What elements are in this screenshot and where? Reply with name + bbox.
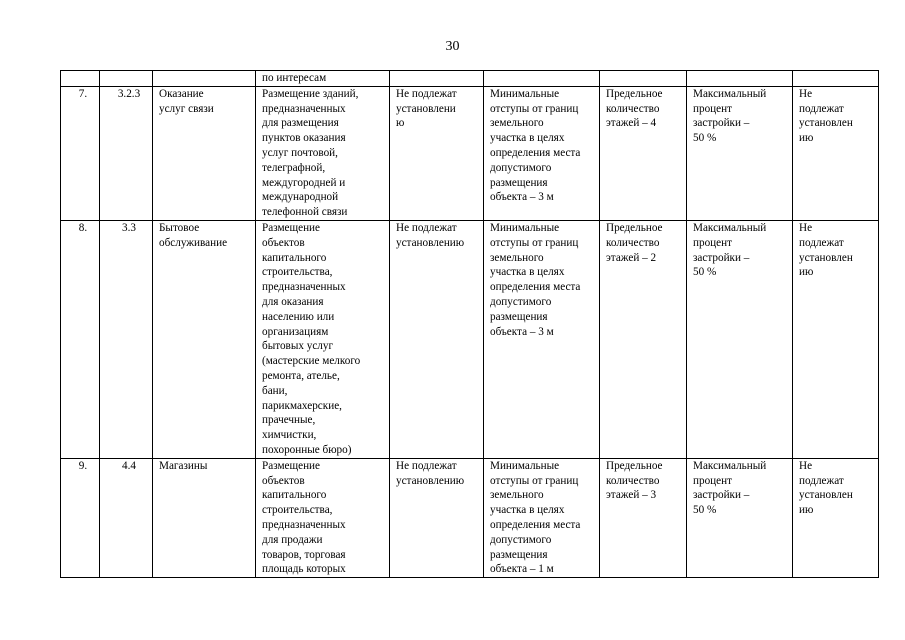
other-cell xyxy=(793,71,879,87)
coverage-cell: Максимальный процент застройки – 50 % xyxy=(687,86,793,220)
description-cell: по интересам xyxy=(256,71,390,87)
floors-cell xyxy=(600,71,687,87)
floors-cell: Предельное количество этажей – 3 xyxy=(600,458,687,577)
land-size-cell: Не подлежат установлению xyxy=(390,220,484,458)
setback-cell: Минимальные отступы от границ земельного участка в целях определения места допустимого размещения объекта – 3 м xyxy=(484,86,600,220)
other-cell: Не подлежат установлен ию xyxy=(793,220,879,458)
code-cell: 3.2.3 xyxy=(100,86,153,220)
row-number-cell xyxy=(61,71,100,87)
name-cell: Магазины xyxy=(153,458,256,577)
code-cell: 3.3 xyxy=(100,220,153,458)
row-number-cell: 7. xyxy=(61,86,100,220)
name-cell: Бытовое обслуживание xyxy=(153,220,256,458)
other-cell: Не подлежат установлен ию xyxy=(793,458,879,577)
code-cell: 4.4 xyxy=(100,458,153,577)
page-number: 30 xyxy=(445,39,460,54)
coverage-cell xyxy=(687,71,793,87)
coverage-cell: Максимальный процент застройки – 50 % xyxy=(687,220,793,458)
code-cell xyxy=(100,71,153,87)
table-row xyxy=(61,458,879,577)
description-cell: Размещение объектов капитального строительства, предназначенных для продажи товаров, торговая площадь которых xyxy=(256,458,390,577)
zoning-table xyxy=(60,70,879,578)
floors-cell: Предельное количество этажей – 2 xyxy=(600,220,687,458)
floors-cell: Предельное количество этажей – 4 xyxy=(600,86,687,220)
land-size-cell: Не подлежат установлени ю xyxy=(390,86,484,220)
table-row xyxy=(61,220,879,458)
table-row xyxy=(61,71,879,87)
setback-cell: Минимальные отступы от границ земельного участка в целях определения места допустимого размещения объекта – 3 м xyxy=(484,220,600,458)
description-cell: Размещение зданий, предназначенных для размещения пунктов оказания услуг почтовой, телеграфной, междугородней и международной телефонной связи xyxy=(256,86,390,220)
row-number-cell: 9. xyxy=(61,458,100,577)
setback-cell xyxy=(484,71,600,87)
description-cell: Размещение объектов капитального строительства, предназначенных для оказания населению или организациям бытовых услуг (мастерские мелкого ремонта, ателье, бани, парикмахерские, прачечные, химчистки, похоронные бюро) xyxy=(256,220,390,458)
table-row xyxy=(61,86,879,220)
setback-cell: Минимальные отступы от границ земельного участка в целях определения места допустимого размещения объекта – 1 м xyxy=(484,458,600,577)
other-cell: Не подлежат установлен ию xyxy=(793,86,879,220)
name-cell xyxy=(153,71,256,87)
land-size-cell: Не подлежат установлению xyxy=(390,458,484,577)
coverage-cell: Максимальный процент застройки – 50 % xyxy=(687,458,793,577)
name-cell: Оказание услуг связи xyxy=(153,86,256,220)
land-size-cell xyxy=(390,71,484,87)
row-number-cell: 8. xyxy=(61,220,100,458)
